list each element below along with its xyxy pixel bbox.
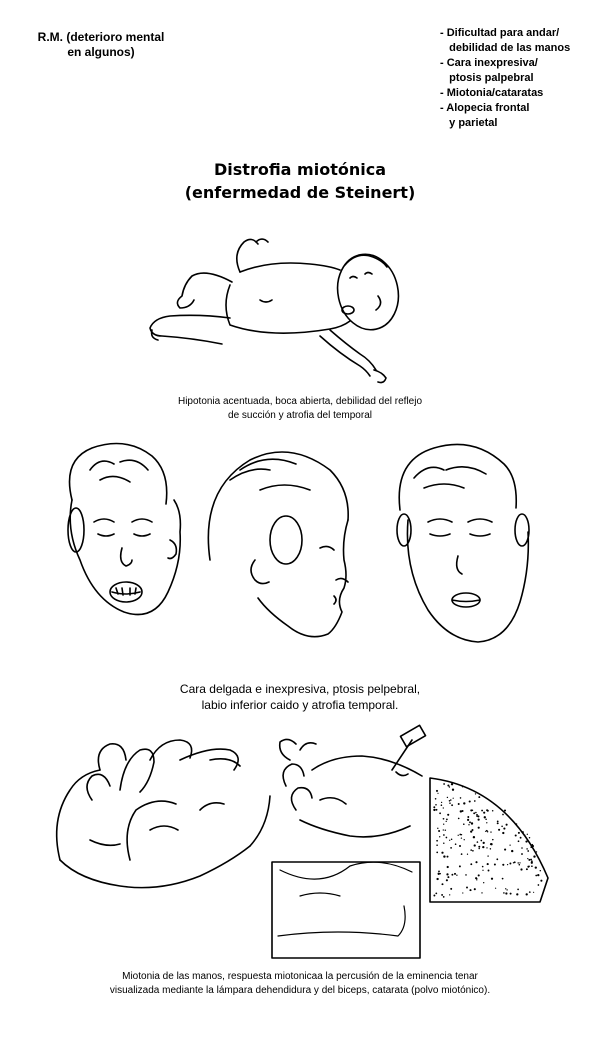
lens-speck xyxy=(464,839,465,840)
lens-speck xyxy=(441,802,442,803)
lens-speck xyxy=(459,845,461,847)
lens-speck xyxy=(449,802,451,804)
lens-speck xyxy=(482,846,484,848)
lens-speck xyxy=(443,783,445,785)
lens-speck xyxy=(446,879,448,881)
lens-speck xyxy=(481,892,482,893)
lens-speck xyxy=(492,839,494,841)
lens-speck xyxy=(527,850,529,852)
lens-speck xyxy=(502,864,504,866)
lens-speck xyxy=(518,840,520,842)
lens-speck xyxy=(459,865,461,867)
lens-speck xyxy=(497,820,499,822)
lens-speck xyxy=(449,894,450,895)
lens-speck xyxy=(463,802,465,804)
lens-speck xyxy=(533,855,535,857)
lens-speck xyxy=(458,803,460,805)
lens-speck xyxy=(450,847,452,849)
lens-speck xyxy=(447,784,449,786)
feature-item: - Alopecia frontal xyxy=(440,102,530,114)
lens-speck xyxy=(436,790,438,792)
lens-speck xyxy=(506,889,507,890)
lens-speck xyxy=(442,884,443,885)
lens-speck xyxy=(450,888,452,890)
lens-speck xyxy=(509,863,511,865)
lens-speck xyxy=(478,848,479,849)
lens-speck xyxy=(443,829,444,830)
lens-speck xyxy=(503,828,505,830)
lens-speck xyxy=(533,892,534,893)
lens-speck xyxy=(463,823,465,825)
lens-speck xyxy=(483,882,484,883)
lens-speck xyxy=(473,812,475,814)
lens-speck xyxy=(482,870,483,871)
lens-speck xyxy=(441,852,443,854)
title-line-1: Distrofia miotónica xyxy=(214,160,386,179)
lens-speck xyxy=(537,874,539,876)
lens-speck xyxy=(473,836,475,838)
lens-speck xyxy=(447,856,449,858)
lens-speck xyxy=(531,862,533,864)
lens-speck xyxy=(484,816,486,818)
lens-speck xyxy=(517,889,519,891)
lens-speck xyxy=(525,841,527,843)
lens-speck xyxy=(460,811,461,812)
lens-speck xyxy=(519,864,521,866)
lens-speck xyxy=(490,843,492,845)
lens-speck xyxy=(526,868,528,870)
lens-speck xyxy=(540,870,541,871)
caption-line: Cara delgada e inexpresiva, ptosis pelpebral, xyxy=(179,682,421,696)
lens-speck xyxy=(433,806,435,808)
lens-speck xyxy=(516,893,518,895)
lens-speck xyxy=(439,873,441,875)
lens-speck xyxy=(527,858,528,859)
lens-speck xyxy=(511,850,513,852)
lens-speck xyxy=(522,831,524,833)
lens-speck xyxy=(521,853,523,855)
lens-speck xyxy=(433,895,435,897)
lens-speck xyxy=(453,798,454,799)
title-line-2: (enfermedad de Steinert) xyxy=(184,183,416,202)
lens-speck xyxy=(443,834,445,836)
lens-speck xyxy=(498,829,500,831)
lens-speck xyxy=(433,809,435,811)
lens-speck xyxy=(478,827,480,829)
lens-speck xyxy=(467,819,469,821)
lens-speck xyxy=(535,875,537,877)
lens-speck xyxy=(476,814,478,816)
lens-speck xyxy=(447,876,449,878)
lens-speck xyxy=(495,888,496,889)
lens-speck xyxy=(494,863,496,865)
lens-speck xyxy=(446,837,448,839)
lens-speck xyxy=(447,797,448,798)
lens-speck xyxy=(447,866,449,868)
lens-speck xyxy=(521,847,523,849)
caption-line: Hipotonia acentuada, boca abierta, debilidad del reflejo xyxy=(177,396,423,407)
lens-speck xyxy=(487,863,489,865)
lens-speck xyxy=(443,842,444,843)
lens-speck xyxy=(476,879,477,880)
lens-speck xyxy=(520,837,522,839)
lens-speck xyxy=(441,804,443,806)
lens-speck xyxy=(454,873,456,875)
lens-speck xyxy=(530,859,532,861)
lens-speck xyxy=(443,824,444,825)
lens-speck xyxy=(437,828,438,829)
lens-speck xyxy=(436,840,438,842)
lens-speck xyxy=(474,844,476,846)
lens-speck xyxy=(538,884,540,886)
lens-speck xyxy=(528,859,530,861)
lens-speck xyxy=(478,846,480,848)
lens-speck xyxy=(517,862,518,863)
lens-speck xyxy=(540,880,542,882)
lens-speck xyxy=(469,821,471,823)
lens-speck xyxy=(449,840,450,841)
lens-speck xyxy=(436,852,438,854)
lens-speck xyxy=(437,793,438,794)
lens-speck xyxy=(502,878,504,880)
lens-speck xyxy=(496,858,498,860)
lens-speck xyxy=(443,855,445,857)
lens-speck xyxy=(458,818,460,820)
lens-speck xyxy=(441,894,443,896)
lens-speck xyxy=(515,834,517,836)
lens-speck xyxy=(436,809,438,811)
lens-speck xyxy=(502,832,504,834)
lens-speck xyxy=(475,861,477,863)
lens-speck xyxy=(501,826,503,828)
feature-item: - Cara inexpresiva/ xyxy=(440,57,538,69)
lens-speck xyxy=(472,850,474,852)
lens-speck xyxy=(527,834,528,835)
lens-speck xyxy=(478,796,480,798)
lens-speck xyxy=(443,807,444,808)
lens-speck xyxy=(458,835,459,836)
lens-speck xyxy=(435,798,437,800)
lens-speck xyxy=(487,855,488,856)
lens-speck xyxy=(513,862,514,863)
lens-speck xyxy=(451,783,453,785)
lens-speck xyxy=(486,847,487,848)
lens-speck xyxy=(445,829,446,830)
rm-line: en algunos) xyxy=(67,45,135,59)
lens-speck xyxy=(472,829,474,831)
lens-speck xyxy=(475,812,477,814)
lens-speck xyxy=(439,836,440,837)
lens-speck xyxy=(436,844,438,846)
lens-speck xyxy=(488,870,490,872)
lens-speck xyxy=(478,874,480,876)
lens-speck xyxy=(516,823,518,825)
lens-speck xyxy=(478,819,480,821)
lens-speck xyxy=(471,822,473,824)
lens-speck xyxy=(470,863,472,865)
lens-speck xyxy=(455,843,457,845)
lens-speck xyxy=(446,819,448,821)
lens-speck xyxy=(536,851,537,852)
lens-speck xyxy=(462,786,463,787)
lens-speck xyxy=(503,892,505,894)
lens-speck xyxy=(470,809,472,811)
lens-speck xyxy=(482,866,484,868)
feature-item: ptosis palpebral xyxy=(440,72,534,84)
lens-speck xyxy=(456,875,457,876)
lens-speck xyxy=(443,896,445,898)
lens-speck xyxy=(477,841,479,843)
feature-item: y parietal xyxy=(440,117,498,129)
lens-speck xyxy=(462,892,463,893)
lens-speck xyxy=(486,809,488,811)
lens-speck xyxy=(474,888,476,890)
lens-speck xyxy=(529,837,530,838)
lens-speck xyxy=(469,800,471,802)
lens-speck xyxy=(490,848,491,849)
feature-item: - Dificultad para andar/ xyxy=(440,27,560,39)
lens-speck xyxy=(475,793,476,794)
lens-speck xyxy=(468,824,469,825)
lens-speck xyxy=(531,865,533,867)
lens-speck xyxy=(450,799,452,801)
lens-speck xyxy=(438,871,440,873)
lens-speck xyxy=(465,874,467,876)
lens-speck xyxy=(497,822,499,824)
lens-speck xyxy=(469,889,471,891)
lens-speck xyxy=(452,789,454,791)
lens-speck xyxy=(461,853,463,855)
lens-speck xyxy=(476,816,477,817)
lens-speck xyxy=(509,844,510,845)
lens-speck xyxy=(483,842,485,844)
lens-speck xyxy=(529,891,531,893)
lens-speck xyxy=(505,888,506,889)
lens-speck xyxy=(524,835,526,837)
lens-speck xyxy=(446,873,448,875)
lens-speck xyxy=(486,830,488,832)
lens-speck xyxy=(461,834,462,835)
lens-speck xyxy=(535,866,537,868)
lens-speck xyxy=(504,849,506,851)
lens-speck xyxy=(467,854,468,855)
lens-speck xyxy=(446,821,447,822)
lens-speck xyxy=(491,878,493,880)
lens-speck xyxy=(518,832,520,834)
lens-speck xyxy=(485,818,487,820)
lens-speck xyxy=(474,800,476,802)
lens-speck xyxy=(467,816,469,818)
caption-line: visualizada mediante la lámpara dehendidura y del biceps, catarata (polvo miotónico). xyxy=(109,985,491,996)
lens-speck xyxy=(443,818,445,820)
lens-speck xyxy=(480,840,482,842)
lens-speck xyxy=(492,810,494,812)
hands-caption xyxy=(20,970,580,998)
caption-line: labio inferior caido y atrofia temporal. xyxy=(201,698,399,712)
lens-speck xyxy=(510,893,512,895)
caption-line: Miotonia de las manos, respuesta miotonicaa la percusión de la eminencia tenar xyxy=(122,971,478,982)
lens-speck xyxy=(526,848,528,850)
lens-speck xyxy=(532,844,534,846)
lens-speck xyxy=(451,874,453,876)
lens-speck xyxy=(466,887,468,889)
lens-speck xyxy=(519,862,520,863)
lens-speck xyxy=(477,815,479,817)
lens-speck xyxy=(461,837,462,838)
feature-item: - Miotonia/cataratas xyxy=(440,87,544,99)
lens-speck xyxy=(435,804,437,806)
caption-line: de succión y atrofia del temporal xyxy=(228,410,372,421)
lens-speck xyxy=(435,892,437,894)
lens-speck xyxy=(439,812,441,814)
lens-speck xyxy=(470,849,472,851)
lens-speck xyxy=(520,868,522,870)
lens-speck xyxy=(530,846,532,848)
lens-speck xyxy=(460,797,462,799)
lens-speck xyxy=(527,866,529,868)
lens-speck xyxy=(506,824,508,826)
lens-speck xyxy=(504,809,506,811)
lens-speck xyxy=(502,814,504,816)
lens-speck xyxy=(483,812,485,814)
lens-speck xyxy=(451,804,453,806)
lens-speck xyxy=(436,878,438,880)
lens-speck xyxy=(475,877,477,879)
rm-line: R.M. (deterioro mental xyxy=(37,30,165,44)
lens-speck xyxy=(481,810,483,812)
lens-speck xyxy=(507,864,508,865)
lens-speck xyxy=(438,830,440,832)
lens-speck xyxy=(449,786,450,787)
feature-item: debilidad de las manos xyxy=(440,42,571,54)
lens-speck xyxy=(505,892,507,894)
lens-speck xyxy=(490,831,491,832)
lens-speck xyxy=(447,814,449,816)
lens-speck xyxy=(526,893,528,895)
lens-speck xyxy=(451,839,453,841)
lens-speck xyxy=(486,822,487,823)
